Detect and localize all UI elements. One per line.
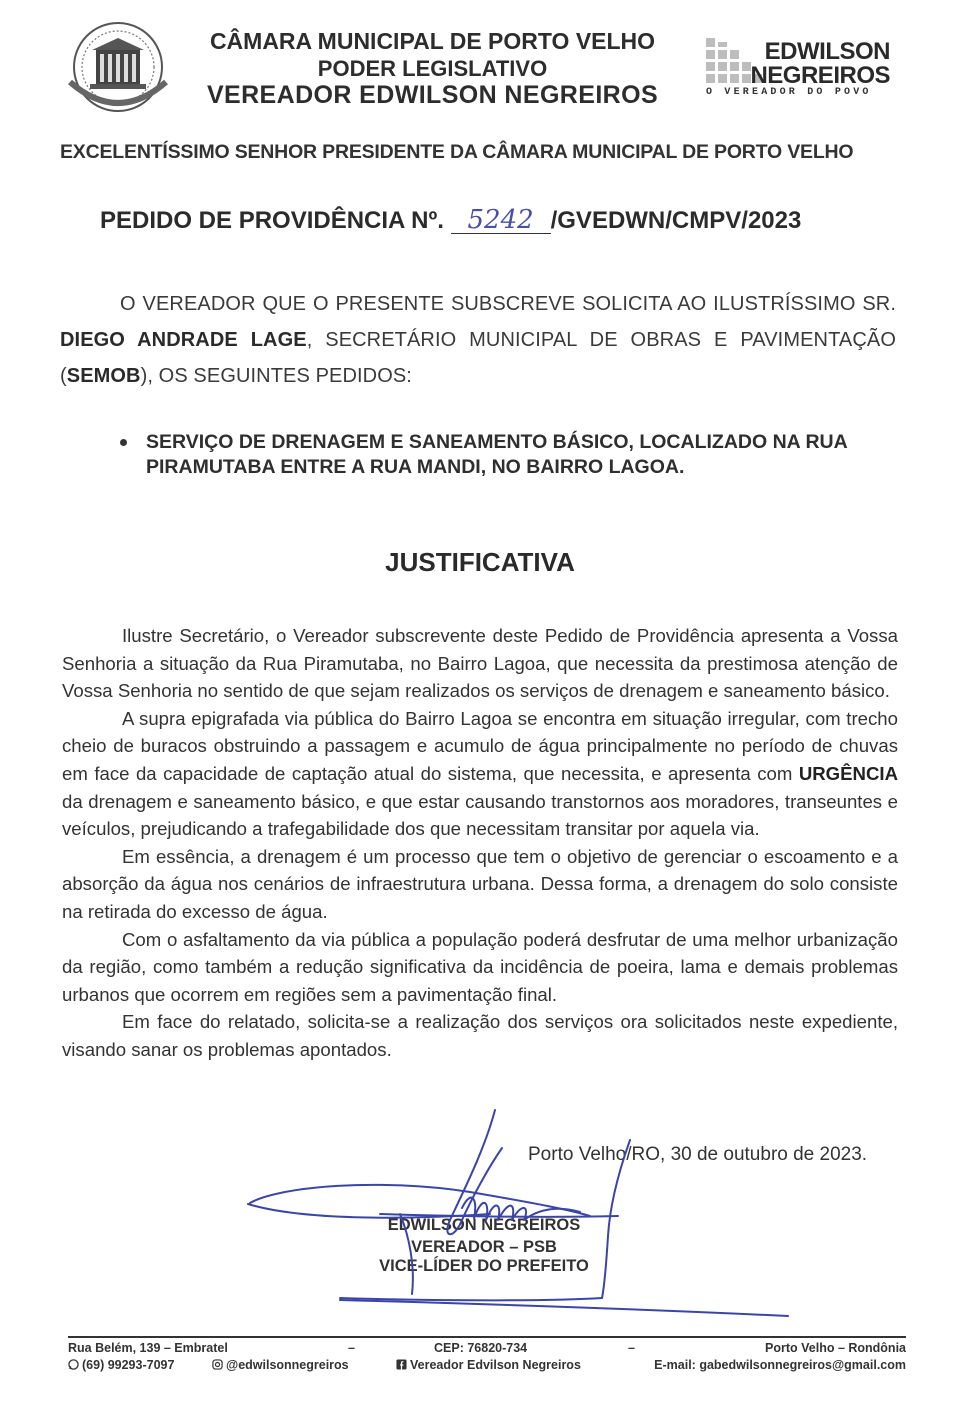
handwritten-signature bbox=[240, 1108, 800, 1323]
brand-name bbox=[750, 40, 890, 88]
whatsapp-icon bbox=[68, 1359, 79, 1370]
header-branch: PODER LEGISLATIVO bbox=[317, 56, 548, 81]
header-councilor: VEREADOR EDWILSON NEGREIROS bbox=[206, 81, 659, 109]
justification-paragraph-5: Em face do relatado, solicita-se a realização dos serviços ora solicitados neste expediente, visando sanar os problemas apontados. bbox=[62, 1011, 898, 1060]
document-title bbox=[100, 207, 900, 235]
title-suffix: /GVEDWN/CMPV/2023 bbox=[550, 207, 802, 234]
phone-number: (69) 99293-7097 bbox=[82, 1358, 175, 1372]
justification-heading: JUSTIFICATIVA bbox=[385, 547, 575, 577]
footer-separator: – bbox=[628, 1341, 635, 1355]
footer-separator: – bbox=[348, 1341, 355, 1355]
instagram-handle: @edwilsonnegreiros bbox=[226, 1358, 349, 1372]
justification-paragraph-4: Com o asfaltamento da via pública a população poderá desfrutar de uma melhor urbanização da região, como também a redução significativa da incidência de poeira, lama e demais problemas urbanos que ocorrem em regiões sem a pavimentação final. bbox=[62, 928, 898, 1005]
p2-end: da drenagem e saneamento básico, e que estar causando transtornos aos moradores, transeuntes e veículos, prejudicando a trafegabilidade dos que necessitam transitar por aquela via. bbox=[62, 790, 898, 840]
footer-facebook bbox=[396, 1358, 581, 1372]
justification-paragraph-2 bbox=[62, 705, 898, 843]
secretary-name: DIEGO ANDRADE LAGE bbox=[60, 329, 307, 351]
footer-row-2 bbox=[68, 1358, 906, 1376]
urgency-emphasis: URGÊNCIA bbox=[798, 762, 898, 784]
justification-body bbox=[62, 622, 898, 1064]
brand-name-last: NEGREIROS bbox=[750, 62, 890, 89]
brand-tagline: O VEREADOR DO POVO bbox=[706, 87, 872, 98]
facebook-page: Vereador Edvilson Negreiros bbox=[410, 1358, 581, 1372]
title-prefix: PEDIDO DE PROVIDÊNCIA Nº. bbox=[100, 207, 444, 234]
footer-cep: CEP: 76820-734 bbox=[434, 1341, 528, 1355]
date-line: Porto Velho/RO, 30 de outubro de 2023. bbox=[528, 1144, 868, 1165]
intro-part2: , SECRETÁRIO MUNICIPAL DE OBRAS E PAVIMENTAÇÃO ( bbox=[60, 329, 896, 387]
justification-paragraph-3: Em essência, a drenagem é um processo que tem o objetivo de gerenciar o escoamento e a absorção da água nos cenários de infraestrutura urbana. Dessa forma, a drenagem do solo consiste na retirada do excesso de água. bbox=[62, 845, 898, 922]
councilor-brand-logo bbox=[702, 36, 898, 106]
footer-row-1 bbox=[68, 1341, 906, 1359]
brand-name-first: EDWILSON bbox=[764, 38, 890, 65]
bullet-icon bbox=[120, 439, 127, 446]
list-item bbox=[118, 430, 898, 480]
footer-phone bbox=[68, 1358, 175, 1372]
footer-address: Rua Belém, 139 – Embratel bbox=[68, 1341, 228, 1355]
addressee-line: EXCELENTÍSSIMO SENHOR PRESIDENTE DA CÂMARA MUNICIPAL DE PORTO VELHO bbox=[60, 141, 854, 163]
footer-instagram bbox=[212, 1358, 349, 1372]
intro-part3: ), OS SEGUINTES PEDIDOS: bbox=[140, 365, 412, 387]
header-title-block bbox=[180, 28, 685, 109]
intro-paragraph bbox=[60, 286, 896, 394]
intro-part1: O VEREADOR QUE O PRESENTE SUBSCREVE SOLICITA AO ILUSTRÍSSIMO SR. bbox=[120, 293, 896, 315]
instagram-icon bbox=[212, 1359, 223, 1370]
handwritten-request-number: 5242 bbox=[451, 207, 551, 234]
request-text: SERVIÇO DE DRENAGEM E SANEAMENTO BÁSICO, LOCALIZADO NA RUA PIRAMUTABA ENTRE A RUA MANDI, NO BAIRRO LAGOA. bbox=[146, 431, 847, 478]
signatory-name: EDWILSON NEGREIROS bbox=[387, 1216, 581, 1234]
requests-list bbox=[118, 430, 898, 480]
footer-city: Porto Velho – Rondônia bbox=[765, 1341, 906, 1355]
footer-email: E-mail: gabedwilsonnegreiros@gmail.com bbox=[654, 1358, 906, 1372]
camara-seal-logo bbox=[62, 20, 174, 114]
header-institution: CÂMARA MUNICIPAL DE PORTO VELHO bbox=[209, 28, 656, 54]
footer-divider bbox=[68, 1336, 906, 1338]
signatory-role-2: VICE-LÍDER DO PREFEITO bbox=[379, 1257, 589, 1275]
p2-start: A supra epigrafada via pública do Bairro Lagoa se encontra em situação irregular, com trecho cheio de buracos obstruindo a passagem e acumulo de água principalmente no período de chuvas em face da capacidade de captação atual do sistema, que necessita, e apresenta com bbox=[62, 707, 898, 784]
signatory-role: VEREADOR – PSB bbox=[411, 1238, 557, 1256]
facebook-icon bbox=[396, 1359, 407, 1370]
secretariat-acronym: SEMOB bbox=[66, 365, 141, 387]
justification-paragraph-1: Ilustre Secretário, o Vereador subscrevente deste Pedido de Providência apresenta a Vossa Senhoria a situação da Rua Piramutaba, no Bairro Lagoa, que necessita da prestimosa atenção de Vossa Senhoria no sentido de que sejam realizados os serviços de drenagem e saneamento básico. bbox=[62, 625, 898, 702]
